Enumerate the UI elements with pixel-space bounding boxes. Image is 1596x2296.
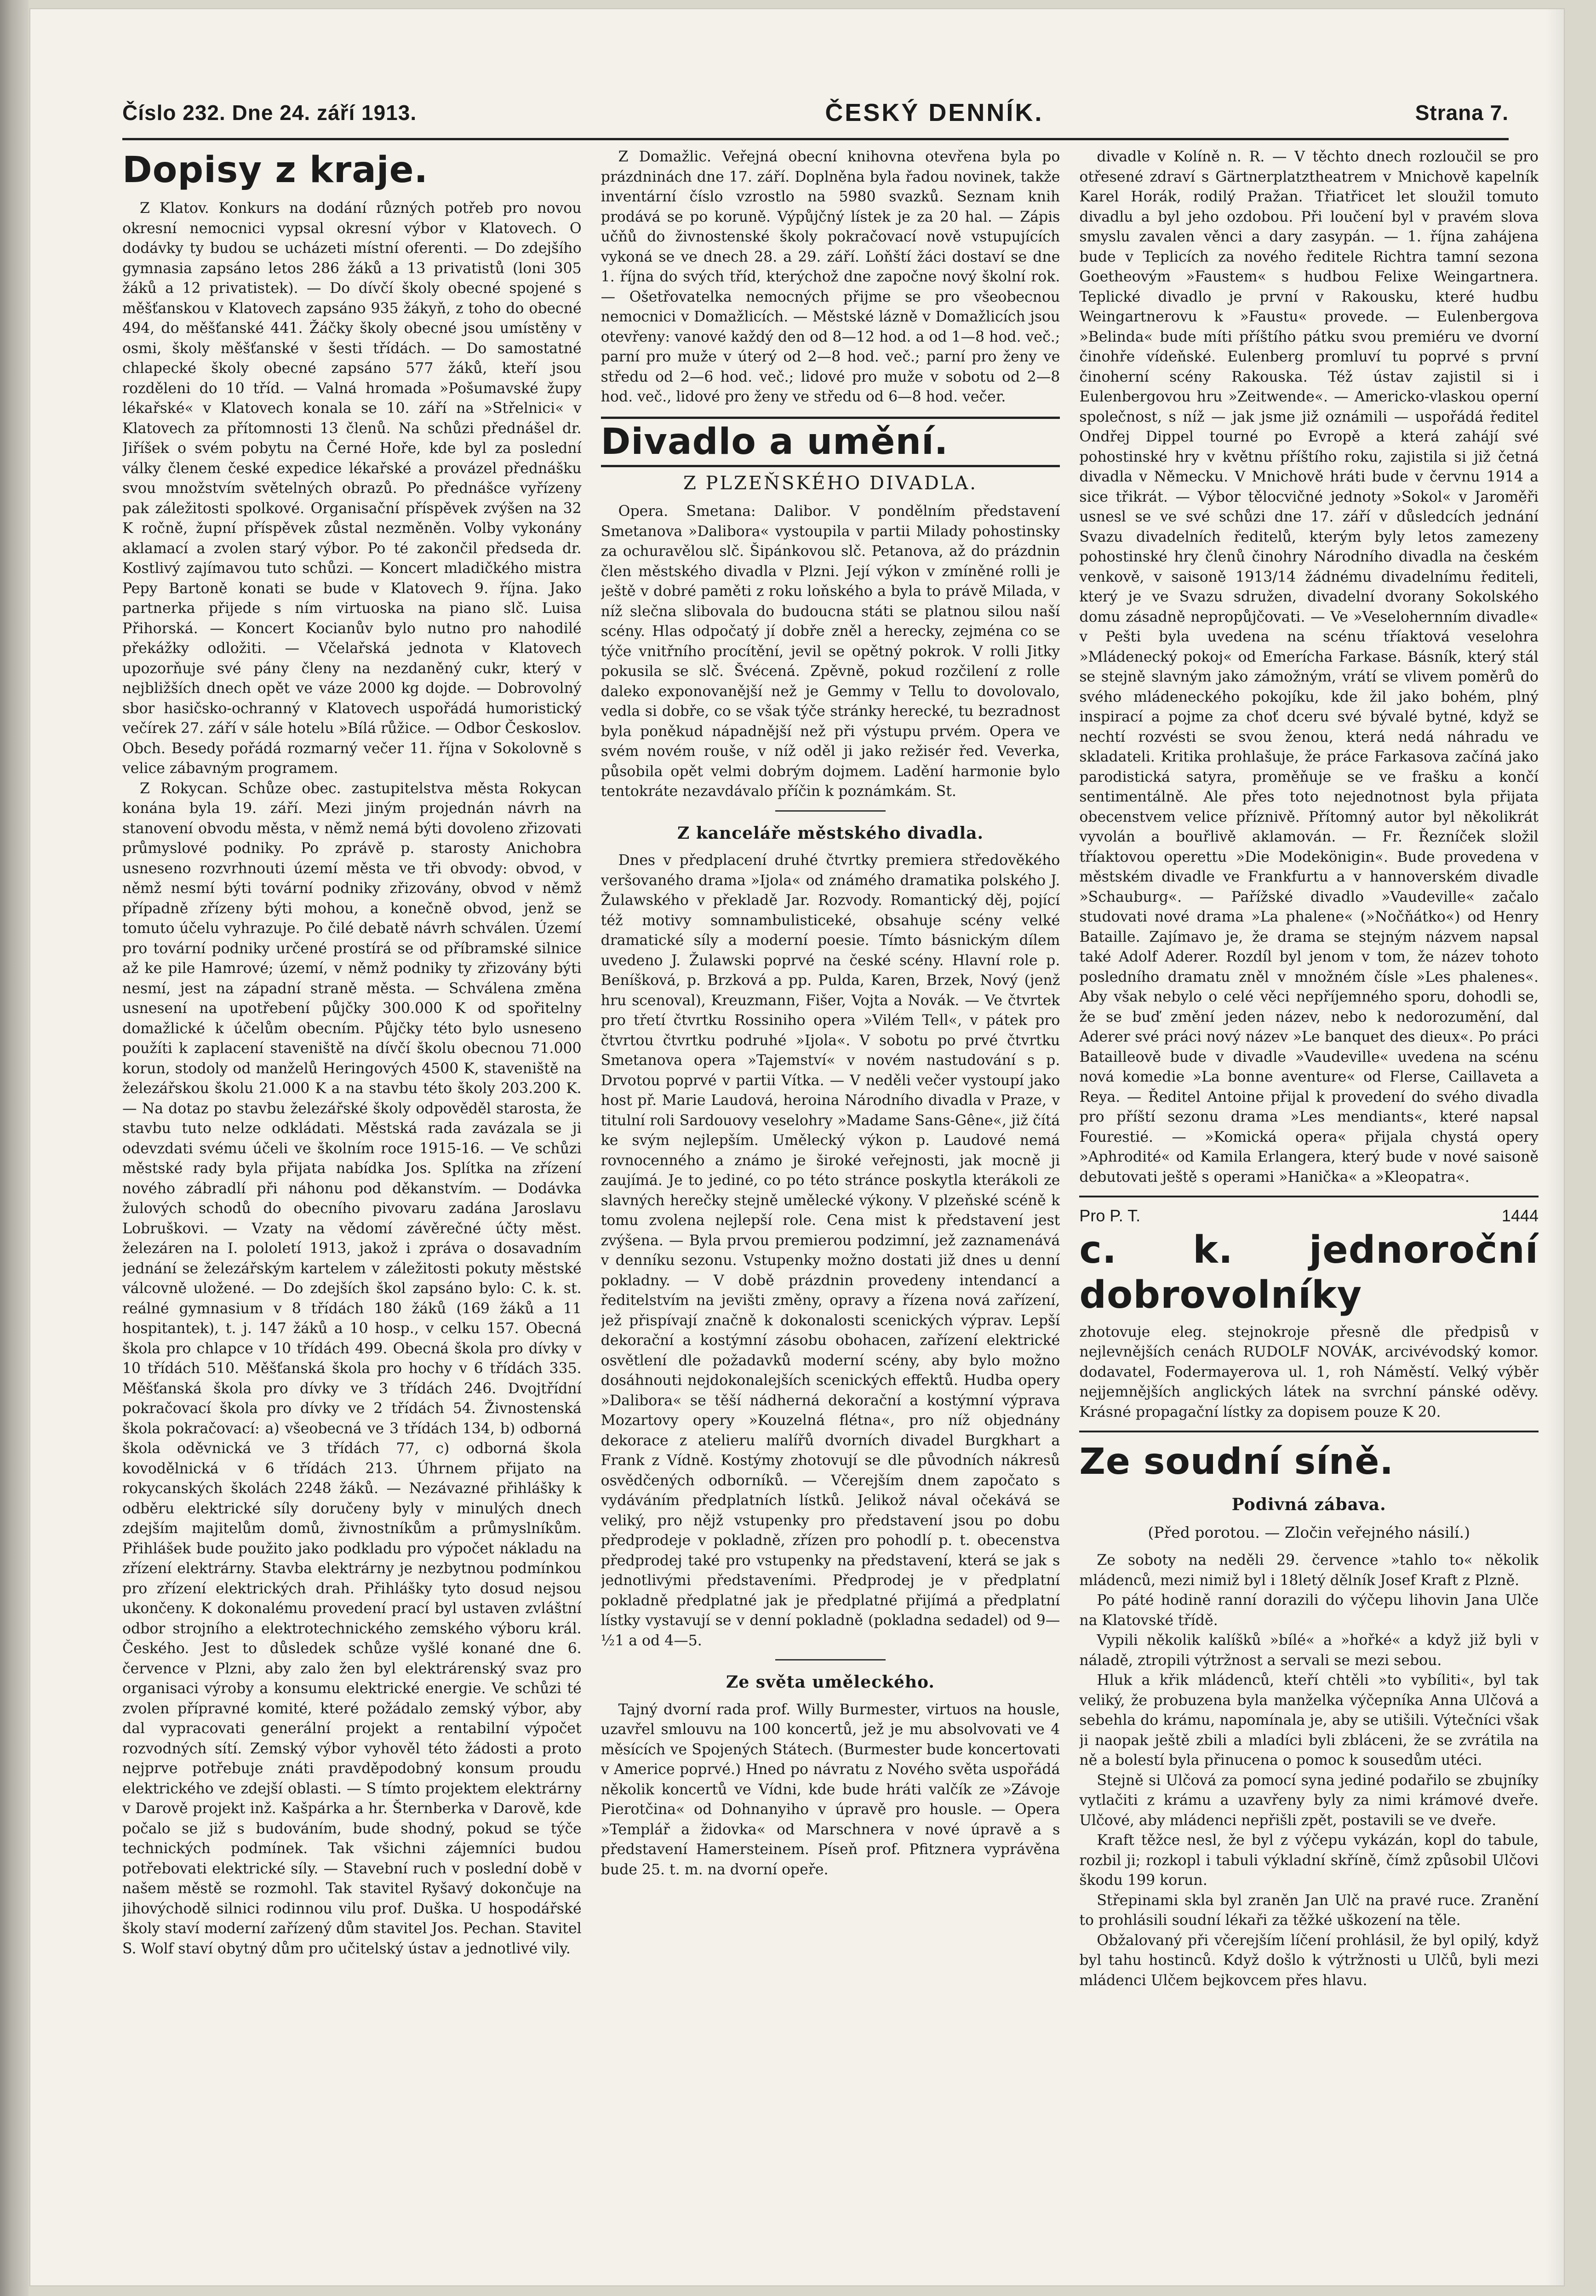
- head-art-world: Ze světa uměleckého.: [726, 1672, 935, 1692]
- page-shadow: [1545, 9, 1564, 2285]
- ad-title: c. k. jednoroční dobrovolníky: [1079, 1228, 1539, 1317]
- section-title-court: Ze soudní síně.: [1079, 1441, 1394, 1483]
- court-paragraph: Po páté hodině ranní dorazili do výčepu lihovin Jana Ulče na Klatovské třídě.: [1079, 1592, 1539, 1629]
- subsection-plzen-theatre: Z PLZEŇSKÉHO DIVADLA.: [683, 472, 978, 494]
- ad-bottom-rule: [1079, 1431, 1539, 1432]
- article-opera-dalibor: Opera. Smetana: Dalibor. V pondělním představení Smetanova »Dalibora« vystoupila v partii Milady pohostinsky za ochuravělou slč. Šipánkovou slč. Petanova, až do prázdnin člen městského divadla v Plzni. Její výkon v zmíněné rolli je ještě v dobré paměti z roku loňského a byla to právě Milada, v níž slečna slibovala do budoucna státi se platnou silou naší scény. Hlas odpočatý jí dobře zněl a herecky, zejména co se týče vnitřního procítění, jevil se opětný pokrok. V rolli Jitky pokusila se slč. Švécená. Zpěvně, pokud rozčilení z rolle daleko exponovanější než je Gemmy v Tellu to dovolovalo, vedla si dobře, co se však týče stránky herecké, tu bezradnost byla poněkud nápadnější než při výstupu prvém. Opera ve svém novém rouše, v níž oděl ji jako režisér řed. Veverka, působila opět velmi dobrým dojmem. Ladění harmonie bylo tentokráte nezavdávalo příčin k poznámkám. St.: [601, 503, 1060, 800]
- column-1: [122, 147, 582, 2216]
- court-paragraph: Střepinami skla byl zraněn Jan Ulč na pravé ruce. Zranění to prohlásili soudní lékaři za těžké uškození na těle.: [1079, 1892, 1539, 1929]
- ad-text: zhotovuje eleg. stejnokroje přesně dle předpisů v nejlevnějších cenách RUDOLF NOVÁK, arcivévodský komor. dodavatel, Fodermayerova ul. 1, roh Náměstí. Velký výběr nejjemnějších anglických látek na svrchní pánské oděvy. Krásné propagační lístky za dopisem pouze K 20.: [1079, 1323, 1539, 1420]
- article-theatre-office: Dnes v předplacení druhé čtvrtky premiera středověkého veršovaného drama »Ijola« od známého dramatika polského J. Žulawského v překladě Jar. Rozvody. Romantický děj, pojící též motivy somnambulisticeké, obsahuje scény velké dramatické síly a moderní poesie. Tímto básnickým dílem uvedeno J. Žulawski poprvé na české scény. Hlavní role p. Beníšková, p. Brzková a pp. Pulda, Karen, Brzek, Nový (jenž hru scenoval), Kreuzmann, Fišer, Vojta a Novák. — Ve čtvrtek pro třetí čtvrtku Rossiniho opera »Vilém Tell«, v pátek pro čtvrtou čtvrtku podruhé »Ijola«. V sobotu po prvé čtvrtku Smetanova opera »Tajemství« v novém nastudování s p. Drvotou poprvé v partii Vítka. — V neděli večer vystoupí jako host př. Marie Laudová, heroina Národního divadla v Praze, v titulní roli Sardouovy veselohry »Madame Sans-Gêne«, již čítá ke svým nejlepším. Umělecký výkon p. Laudové nemá rovnocenného a známo je široké veřejnosti, jak mocně ji zaujímá. Je to jediné, co po této stránce poskytla kterákoli ze slavných herečky stejně umělecké výkony. V plzeňské scéně k tomu zvolena nejlepší role. Cena mist k představení jest zvýšena. — Byla prvou premierou podzimní, jež zaznamenává v denníku sezonu. Vstupenky možno dostati již dnes u denní pokladny. — V době prázdnin provedeny intendancí a ředitelstvím na jevišti změny, opravy a řízena nová zařízení, jež přispívají značně k dokonalosti scenických výprav. Lepší dekorační a kostýmní zásobu obohacen, zařízení elektrické osvětlení dle požadavků moderní scény, aby bylo možno dosáhnouti nejdokonalejších scenických effektů. Hudba opery »Dalibora« se těší nádherná dekorační a kostýmní výprava Mozartovy opery »Kouzelná flétna«, pro níž objednány dekorace z atelieru malířů dvorních divadel Burgkhart a Frank z Vídně. Kostýmy zhotovují se dle původních nákresů osvědčených odborníků. — Včerejším dnem započato s vydáváním předplatních lístků. Jelikož nával očekává se veliký, pro nějž vstupenky pro představení jsou po dobu předprodeje v pokladně, zřízen pro pohodlí p. t. obecenstva předprodej také pro vstupenky na představení, která se jak s jednotlivými představeními. Předprodej je v předplatní pokladně předplatné jak je předplatné přijímá a předplatní lístky vystavují se v denní pokladně (pokladna sedadel) od 9—½1 a od 4—5.: [601, 852, 1060, 1649]
- court-paragraph: Obžalovaný při včerejším líčení prohlásil, že byl opilý, když byl tahu hostinců. Když došlo k výtržnosti u Ulčů, byli mezi mládenci Ulčem bejkovcem přes hlavu.: [1079, 1932, 1539, 1989]
- court-case-title: Podivná zábava.: [1231, 1495, 1386, 1514]
- article-rokycany: Z Rokycan. Schůze obec. zastupitelstva města Rokycan konána byla 19. září. Mezi jiným projednán návrh na stanovení obvodu města, v němž nemá býti dovoleno zřizovati průmyslové podniky. Po zprávě p. starosty Anichobra usneseno rozvrhnouti území města ve tři obvody: obvod, v němž nesmí býti tovární podniky zřizovány, obvod v němž případně zřízeny býti mohou, a konečně obvod, jenž se tomuto účelu vyhrazuje. Po čilé debatě návrh schválen. Území pro tovární podniky určené prostírá se od příbramské silnice až ke pile Hamrové; území, v němž podniky ty zřizovány býti nesmí, jest na západní straně města. — Schválena změna usnesení na upotřebení půjčky 300.000 K od spořitelny domažlické k účelům obecním. Půjčky této bylo usneseno použíti k zaplacení staveniště na dívčí školu obecnou 71.000 korun, stodoly od manželů Heringových 4500 K, staveniště na železářskou školu 21.000 K a na stavbu této školy 203.200 K. — Na dotaz po stavbu železářské školy odpověděl starosta, že stavbu tuto nelze odkládati. Městská rada zavázala se ji odevzdati svému účeli ve školním roce 1915-16. — Ve schůzi městské rady byla přijata nabídka Jos. Splítka na zřízení nového zábradlí při náhonu pod děkanstvím. — Dodávka žulových schodů do obecního pivovaru zadána Jaroslavu Lobruškovi. — Vzaty na vědomí závěrečné účty měst. železáren na I. pololetí 1913, jakož i zpráva o dosavadním jednání se železářským kartelem v záležitosti pokuty městské válcovně uložené. — Do zdejších škol zapsáno bylo: C. k. st. reálné gymnasium v 8 třídách 180 žáků (169 žáků a 11 hospitantek), t. j. 147 žáků a 10 hosp., v celku 157. Obecná škola pro chlapce v 10 třídách 499. Obecná škola pro dívky v 10 třídách 510. Měšťanská škola pro hochy v 6 třídách 335. Měšťanská škola pro dívky ve 3 třídách 246. Dvojtřídní pokračovací škola pro dívky ve 2 třídách 54. Živnostenská škola pokračovací: a) všeobecná ve 3 třídách 134, b) odborná škola oděvnická ve 3 třídách 77, c) odborná škola kovodělnická v 6 třídách 213. Úhrnem přijato na rokycanských školách 2248 žáků. — Nezávazné přihlášky k odběru elektrické síly doručeny byly v minulých dnech zdejším majitelům domů, živnostníkům a průmyslníkům. Přihlášek bude použito jako podkladu pro výpočet nákladu na zřízení elektrárny. Stavba elektrárny je nezbytnou podmínkou pro zřízení elektrických drah. Přihlášky tyto dosud nejsou ukončeny. K dokonalému provedení prací byl ustaven zvláštní odbor strojního a elektrotechnického zemského výboru král. Českého. Jest to důsledek schůze vyšlé konané dne 6. července v Plzni, aby zalo žen byl elektrárenský svaz pro organisaci výroby a konsumu elektrické energie. Ve schůzi té zvolen přípravné komité, které požádalo zemský výbor, aby dal vypracovati generální projekt a rentabilní výpočet rozvodných sítí. Zemský výbor vyhověl této žádosti a proto nejprve potřebuje znáti pravděpodobný konsum proudu elektrického ve zdejší oblasti. — S tímto projektem elektrárny v Darově projekt inž. Kašpárka a hr. Šternberka v Darově, kde počalo se již s budováním, bude shodný, pokud se týče technických podmínek. Tak všichni zájemníci budou potřebovati elektrické síly. — Stavební ruch v poslední době v našem městě se rozmohl. Tak stavitel Ryšavý dokončuje na jihovýchodě silnici rodinnou vilu prof. Duška. U hospodářské školy staví moderní zařízený dům stavitel Jos. Pechan. Stavitel S. Wolf staví obytný dům pro učitelský ústav a jednotlivé vily.: [122, 780, 582, 1957]
- divider: [775, 1659, 886, 1660]
- article-art-world: Tajný dvorní rada prof. Willy Burmester, virtuos na housle, uzavřel smlouvu na 100 koncertů, jež je mu absolvovati ve 4 měsících ve Spojených Státech. (Burmester bude koncertovati v Americe poprvé.) Hned po návratu z Nového světa uspořádá několik koncertů ve Vídni, kde bude hráti valčík ze »Závoje Pierotčina« od Dohnanyiho v úpravě pro housle. — Opera »Templář a židovka« od Marschnera v nové úpravě a s představení Hamersteinem. Píseň prof. Pfitznera vyprávěna bude 25. t. m. na dvorní opeře.: [601, 1701, 1060, 1878]
- section-title-dopisy: Dopisy z kraje.: [122, 149, 429, 191]
- ad-header: [1079, 1206, 1539, 1226]
- divider: [775, 810, 886, 812]
- ad-number: 1444: [1501, 1206, 1539, 1225]
- newspaper-page: [30, 9, 1564, 2285]
- ad-top-rule: [1079, 1196, 1539, 1197]
- court-case-subtitle: (Před porotou. — Zločin veřejného násilí.): [1148, 1523, 1470, 1541]
- newspaper-title: ČESKÝ DENNÍK.: [825, 99, 1044, 126]
- court-paragraph: Ze soboty na neděli 29. července »tahlo to« několik mládenců, mezi nimiž byl i 18letý dělník Josef Kraft z Plzně.: [1079, 1552, 1539, 1589]
- head-theatre-office: Z kanceláře městského divadla.: [677, 823, 984, 843]
- court-paragraph: Stejně si Ulčová za pomocí syna jediné podařilo se zbujníky vytlačiti z krámu a uzavřeny byly za nimi krámové dveře. Ulčové, aby mládenci nepřišli zpět, postavili se ve dveře.: [1079, 1772, 1539, 1829]
- issue-date: Číslo 232. Dne 24. září 1913.: [122, 101, 417, 125]
- columns: [122, 147, 1539, 2216]
- court-paragraph: Vypili několik kalíšků »bílé« a »hořké« a když již byli v náladě, ztropili výtržnost a servali se mezi sebou.: [1079, 1632, 1539, 1669]
- page-number: Strana 7.: [1415, 101, 1509, 125]
- column-2: [601, 147, 1060, 2216]
- section-title-divadlo: Divadlo a umění.: [601, 417, 1060, 467]
- court-paragraph: Hluk a křik mládenců, kteří chtěli »to vybíliti«, byl tak veliký, že probuzena byla manželka výčepníka Anna Ulčová a sebehla do krámu, napomínala je, aby se utišili. Výtečníci však ji naopak ještě zbili a mladíci byli zbláceni, že se zvrátila na ně a bolestí byla přinucena o pomoc k sousedům utéci.: [1079, 1672, 1539, 1769]
- article-domazlice: Z Domažlic. Veřejná obecní knihovna otevřena byla po prázdninách dne 17. září. Doplněna byla řadou novinek, takže inventární číslo vzrostlo na 5980 svazků. Seznam knih prodává se po koruně. Výpůjčný lístek je za 20 hal. — Zápis učňů do živnostenské školy pokračovací nově vstupujících vykoná se ve dnech 28. a 29. září. Loňští žáci dostaví se dne 1. října do svých tříd, kterýchož dne započne nový školní rok. — Ošetřovatelka nemocných přijme se pro všeobecnou nemocnici v Domažlicích. — Městské lázně v Domažlicích jsou otevřeny: vanové každý den od 8—12 hod. a od 1—8 hod. več.; parní pro muže v úterý od 2—8 hod. več.; parní pro ženy ve středu od 2—6 hod. več.; lidové pro muže v sobotu od 2—8 hod. več., lidové pro ženy ve středu od 6—8 hod. večer.: [601, 149, 1060, 405]
- court-paragraph: Kraft těžce nesl, že byl z výčepu vykázán, kopl do tabule, rozbil ji; rozkopl i tabuli výkladní skříně, čímž způsobil Ulčovi škodu 199 korun.: [1079, 1832, 1539, 1889]
- scan-edge: [0, 0, 29, 2296]
- article-klatovy: Z Klatov. Konkurs na dodání různých potřeb pro novou okresní nemocnici vypsal okresní výbor v Klatovech. O dodávky ty budou se ucházeti místní oferenti. — Do zdejšího gymnasia zapsáno letos 286 žáků a 13 privatistů (loni 305 žáků a 12 privatistek). — Do dívčí školy obecné spojené s měšťanskou v Klatovech zapsáno 935 žákyň, z toho do obecné 494, do měšťanské 441. Žáčky školy obecné jsou umístěny v osmi, školy měšťanské v šesti třídách. — Do samostatné chlapecké školy obecné zapsáno 577 žáků, kteří jsou rozděleni do 10 tříd. — Valná hromada »Pošumavské župy lékařské« v Klatovech konala se 10. září na »Střelnici« v Klatovech za přítomnosti 13 členů. Na schůzi přednášel dr. Jiříšek o svém pobytu na Černé Hoře, kde byl za poslední války členem české expedice lékařské a provázel přednášku svou množstvím světelných obrazů. Po přednášce vyřízeny pak záležitosti spolkové. Organisační příspěvek zvýšen na 32 K ročně, župní příspěvek zůstal nezměněn. Volby vykonány aklamací a zvolen starý výbor. Po té zakončil předseda dr. Kostlivý zajímavou tuto schůzi. — Koncert mladičkého mistra Pepy Bartoně konati se bude v Klatovech 9. října. Jako partnerka přijede s ním virtuoska na piano slč. Luisa Přihorská. — Koncert Kocianův bylo nutno pro nahodilé překážky odložiti. — Včelařská jednota v Klatovech upozorňuje své pány členy na nezdaněný cukr, který v nejbližších dnech opět ve váze 2000 kg dojde. — Dobrovolný sbor hasičsko-ochranný v Klatovech uspořádá humoristický večírek 27. září v sále hotelu »Bílá růžice. — Odbor Českoslov. Obch. Besedy pořádá rozmarný večer 11. října v Sokolovně s velice zábavným programem.: [122, 200, 582, 777]
- page-header: [122, 87, 1509, 140]
- column-3: [1079, 147, 1539, 2216]
- ad-recipient: Pro P. T.: [1079, 1206, 1141, 1225]
- article-theatre-news: divadle v Kolíně n. R. — V těchto dnech rozloučil se pro otřesené zdraví s Gärtnerplatztheatrem v Mnichově kapelník Karel Horák, rodilý Pražan. Třiatřicet let sloužil tomuto divadlu a byl jeho ozdobou. Při loučení byl v pravém slova smyslu zavalen věnci a dary zasypán. — 1. října zahájena bude v Teplicích za nového ředitele Richtra tamní sezona Goetheovým »Faustem« s hudbou Felixe Weingartnera. Teplické divadlo je první v Rakousku, které hudbu Weingartnerovu k »Faustu« provede. — Eulenbergova »Belinda« bude míti příštího pátku svou premiéru ve dvorní činohře vídeňské. Eulenberg promluví tu poprvé s první činoherní scény Rakouska. Též ústav zajistil si i Eulenbergovou hru »Zeitwende«. — Americko-vlaskou operní společnost, s níž — jak jsme již oznámili — uspořádá ředitel Ondřej Dippel tourné po Evropě a která zahájí své pohostinské hry v květnu příštího roku, zajistila si již četná divadla v Německu. V Mnichově hráti bude v červnu 1914 a sice třikrát. — Výbor tělocvičné jednoty »Sokol« v Jaroměři usnesl se ve své schůzi dne 17. září v důsledcích jednání Svazu divadelních ředitelů, kterým byly letos zamezeny pohostinské hry členů činohry Národního divadla na českém venkově, v saisoně 1913/14 žádnému divadelnímu řediteli, který je ve Svazu sdružen, divadelní dvorany Sokolského domu zásadně nepropůjčovati. — Ve »Veselohernním divadle« v Pešti byla uvedena na scénu tříaktová veselohra »Mládenecký pokoj« od Emerícha Farkase. Básník, který stál se stejně slavným jako zámožným, vrátí se vlivem poměrů do svého mládeneckého pokojíku, kde žil jako bohém, plný inspirací a pojme za choť dceru své bývalé bytné, když se nechtí rozvésti se svou ženou, která nedá náhradu ve skladateli. Kritika prohlašuje, že práce Farkasova začíná jako parodistická satyra, proměňuje se ve frašku a končí sentimentálně. Ale přes toto nejednotnost byla přijata obecenstvem velice příznivě. Přítomný autor byl několikrát vyvolán a bouřlivě aklamován. — Fr. Řezníček složil tříaktovou operettu »Die Modekönigin«. Bude provedena v městském divadle ve Frankfurtu a v hannoverském divadle »Schauburg«. — Pařížské divadlo »Vaudeville« začalo studovati nové drama »La phalene« (»Nočňátko«) od Henry Bataille. Zajímavo je, že drama se stejným názvem napsal také Adolf Aderer. Rozdíl byl jenom v tom, že název tohoto posledního dramatu zněl v množném čísle »Les phalenes«. Aby však nebylo o celé věci nepříjemného sporu, dohodli se, že se buď změní jeden název, nebo k nedorozumění, dal Aderer své práci nový název »Le banquet des dieux«. Po práci Batailleově bude v divadle »Vaudeville« uvedena na scénu nová komedie »La bonne aventure« od Flerse, Caillaveta a Reya. — Ředitel Antoine přijal k provedení do svého divadla pro příští sezonu drama »Les mendiants«, které napsal Fourestié. — »Komická opera« přijala chystá opery »Aphrodité« od Kamila Erlangera, který bude v nové saisoně debutovati ještě s operami »Hanička« a »Kleopatra«.: [1079, 149, 1539, 1185]
